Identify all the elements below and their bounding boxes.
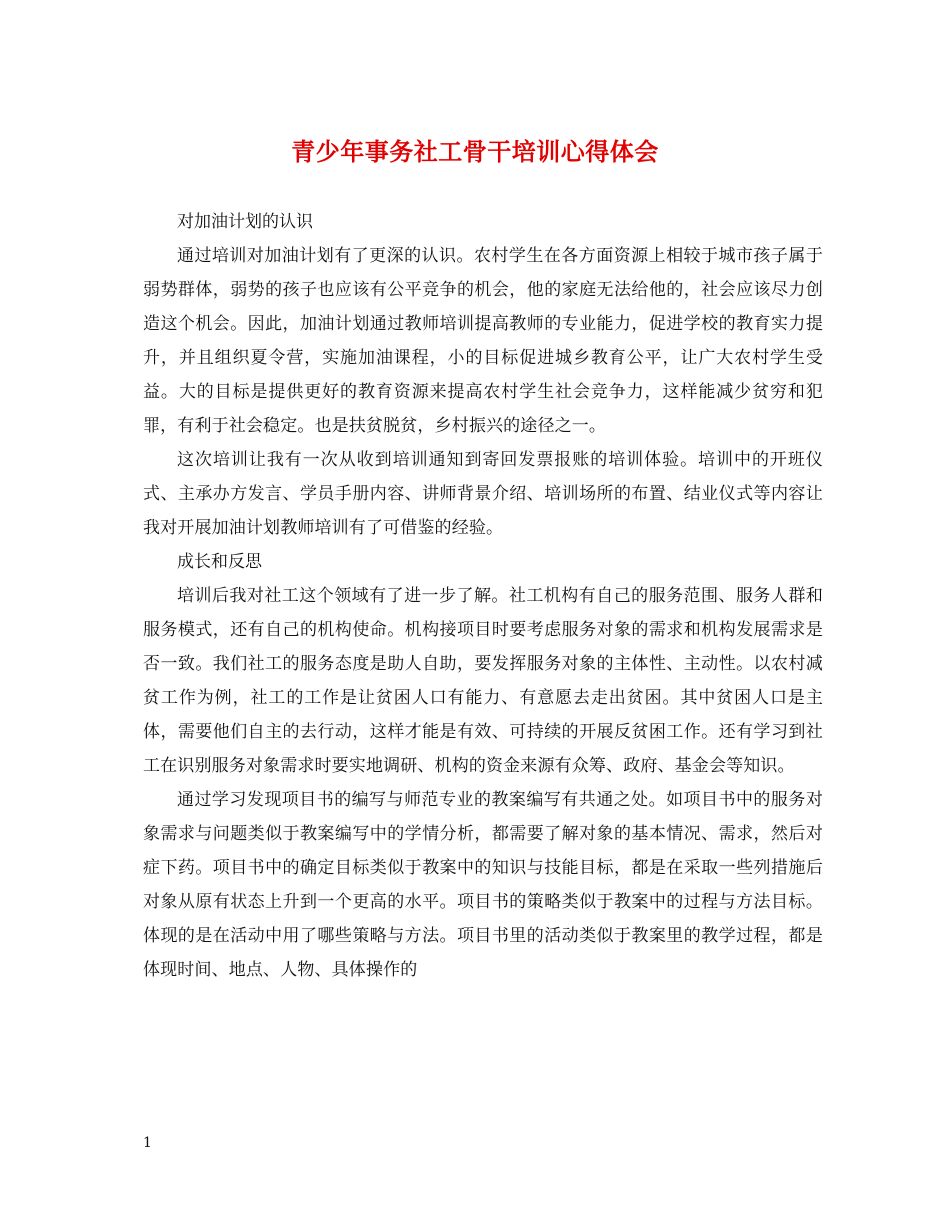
paragraph-growth-1: 培训后我对社工这个领域有了进一步了解。社工机构有自己的服务范围、服务人群和服务模式，还有自己的机构使命。机构接项目时要考虑服务对象的需求和机构发展需求是否一致。我们社工的服务态度是助人自助，要发挥服务对象的主体性、主动性。以农村减贫工作为例，社工的工作是让贫困人口有能力、有意愿去走出贫困。其中贫困人口是主体，需要他们自主的去行动，这样才能是有效、可持续的开展反贫困工作。还有学习到社工在识别服务对象需求时要实地调研、机构的资金来源有众筹、政府、基金会等知识。 xyxy=(143,586,823,776)
document-body xyxy=(143,205,823,987)
paragraph-awareness-2: 这次培训让我有一次从收到培训通知到寄回发票报账的培训体验。培训中的开班仪式、主承办方发言、学员手册内容、讲师背景介绍、培训场所的布置、结业仪式等内容让我对开展加油计划教师培训有了可借鉴的经验。 xyxy=(143,450,823,538)
page-number: 1 xyxy=(143,1135,152,1151)
document-title: 青少年事务社工骨干培训心得体会 xyxy=(291,137,659,166)
paragraph-awareness-1: 通过培训对加油计划有了更深的认识。农村学生在各方面资源上相较于城市孩子属于弱势群体，弱势的孩子也应该有公平竞争的机会，他的家庭无法给他的，社会应该尽力创造这个机会。因此，加油计划通过教师培训提高教师的专业能力，促进学校的教育实力提升，并且组织夏令营，实施加油课程，小的目标促进城乡教育公平，让广大农村学生受益。大的目标是提供更好的教育资源来提高农村学生社会竞争力，这样能减少贫穷和犯罪，有利于社会稳定。也是扶贫脱贫，乡村振兴的途径之一。 xyxy=(143,246,823,436)
paragraph-growth-2: 通过学习发现项目书的编写与师范专业的教案编写有共通之处。如项目书中的服务对象需求与问题类似于教案编写中的学情分析，都需要了解对象的基本情况、需求，然后对症下药。项目书中的确定目标类似于教案中的知识与技能目标，都是在采取一些列措施后对象从原有状态上升到一个更高的水平。项目书的策略类似于教案中的过程与方法目标。体现的是在活动中用了哪些策略与方法。项目书里的活动类似于教案里的教学过程，都是体现时间、地点、人物、具体操作的 xyxy=(143,790,823,980)
section-heading-awareness: 对加油计划的认识 xyxy=(177,212,313,232)
section-heading-growth: 成长和反思 xyxy=(177,552,262,572)
